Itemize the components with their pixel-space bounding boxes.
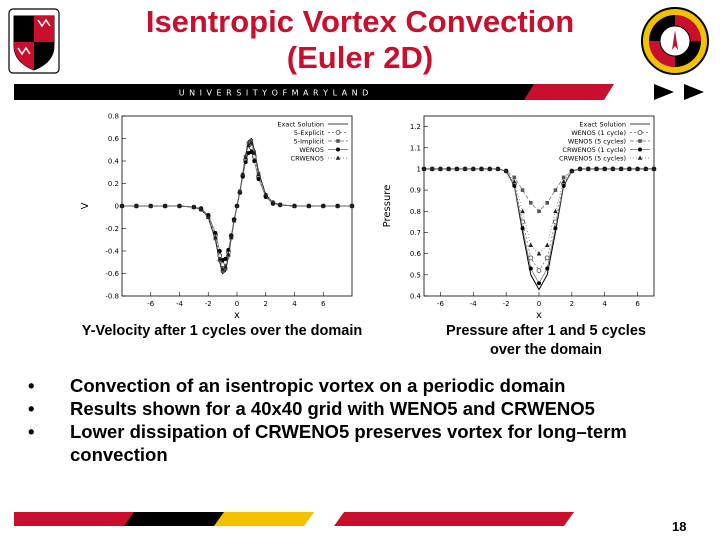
y-tick-label: -0.6: [105, 270, 119, 278]
data-point: [554, 188, 558, 192]
y-tick-label: -0.4: [105, 247, 119, 256]
slide-title: [120, 4, 600, 76]
bullet-item: [28, 397, 708, 420]
data-point: [226, 248, 230, 252]
data-point: [336, 131, 340, 135]
data-point: [562, 176, 566, 180]
university-seal-icon: [8, 8, 60, 74]
y-tick-label: 0.2: [107, 180, 119, 188]
y-tick-label: 0.6: [409, 250, 421, 259]
data-point: [252, 159, 256, 163]
page-number: 18: [672, 519, 687, 534]
y-tick-label: 0.4: [409, 292, 421, 301]
caption-pressure-line-2: over the domain: [490, 342, 602, 358]
data-point: [545, 243, 550, 247]
legend-label: Exact Solution: [579, 120, 626, 129]
y-tick-label: -0.2: [105, 225, 119, 233]
y-tick-label: 0.6: [107, 135, 119, 143]
bullet-text: Lower dissipation of CRWENO5 preserves vortex for long–term convection: [70, 421, 627, 465]
x-tick-label: 6: [635, 300, 640, 308]
x-axis-label: x: [234, 310, 240, 320]
bullet-marker: •: [28, 421, 35, 442]
y-tick-label: 0.9: [409, 186, 421, 195]
legend-label: CRWENO5: [290, 154, 324, 163]
caption-y-velocity: Y-Velocity after 1 cycles over the domain: [81, 323, 363, 339]
legend-label: 5-Implicit: [293, 137, 324, 146]
x-tick-label: 0: [234, 300, 240, 308]
y-tick-label: 0.8: [409, 207, 421, 216]
x-tick-label: 4: [292, 300, 297, 308]
y-tick-label: 0: [114, 202, 119, 211]
data-point: [638, 148, 642, 152]
title-line-1: Isentropic Vortex Convection: [145, 4, 575, 39]
legend-label: WENO5: [299, 146, 324, 154]
y-tick-label: -0.8: [105, 292, 119, 301]
data-point: [553, 226, 557, 230]
data-point: [529, 201, 533, 205]
data-point: [638, 139, 642, 143]
x-tick-label: 0: [536, 300, 542, 308]
bullet-item: [28, 420, 708, 466]
y-axis-label: V: [80, 202, 91, 210]
x-tick-label: 6: [321, 300, 326, 308]
bullet-text: Results shown for a 40x40 grid with WENO5 and CRWENO5: [70, 398, 595, 419]
y-tick-label: 0.4: [107, 157, 119, 166]
data-point: [244, 160, 248, 164]
x-tick-label: -4: [469, 300, 477, 308]
data-point: [336, 148, 340, 152]
data-point: [336, 139, 340, 143]
x-tick-label: 2: [263, 300, 268, 308]
data-point: [521, 188, 525, 192]
series-line: [424, 169, 654, 211]
legend-label: CRWENO5 (5 cycles): [559, 154, 626, 163]
data-point: [529, 266, 533, 270]
y-tick-label: 0.7: [409, 228, 421, 237]
series-1: [422, 167, 656, 273]
data-point: [336, 156, 341, 160]
legend-label: WENO5 (5 cycles): [567, 137, 626, 146]
data-point: [537, 209, 541, 213]
data-point: [513, 176, 517, 180]
computational-center-seal-icon: [640, 6, 710, 76]
y-velocity-chart: [72, 110, 362, 320]
y-tick-label: 1.1: [409, 144, 421, 153]
x-tick-label: -2: [204, 300, 212, 308]
bullet-marker: •: [28, 375, 35, 396]
data-point: [537, 269, 541, 273]
bullet-text: Convection of an isentropic vortex on a periodic domain: [70, 375, 566, 396]
series-2: [422, 167, 656, 213]
data-point: [521, 226, 525, 230]
x-tick-label: 2: [569, 300, 575, 308]
bullet-item: [28, 374, 708, 397]
legend-label: 5-Explicit: [293, 129, 324, 137]
data-point: [520, 209, 525, 213]
caption-pressure: [414, 322, 678, 360]
x-tick-label: -4: [176, 300, 183, 308]
y-tick-label: 0.8: [107, 112, 119, 121]
series-line: [424, 169, 654, 283]
y-axis-label: Pressure: [382, 184, 393, 228]
data-point: [512, 184, 516, 188]
banner-text: U N I V E R S I T Y O F M A R Y L A N D: [178, 88, 370, 98]
data-point: [545, 266, 549, 270]
data-point: [537, 251, 542, 255]
x-tick-label: 4: [602, 300, 607, 308]
data-point: [553, 209, 558, 213]
pressure-chart: [374, 110, 664, 320]
legend-label: CRWENO5 (1 cycle): [562, 146, 626, 154]
x-tick-label: -6: [436, 300, 444, 308]
data-point: [224, 257, 228, 261]
legend-label: Exact Solution: [277, 120, 324, 129]
y-tick-label: 1: [416, 165, 421, 174]
bullet-marker: •: [28, 398, 35, 419]
series-3: [422, 167, 656, 285]
caption-pressure-line-1: Pressure after 1 and 5 cycles: [446, 323, 646, 339]
bullet-list: [28, 374, 708, 466]
y-tick-label: 0.5: [409, 271, 421, 280]
x-tick-label: -6: [147, 300, 155, 308]
data-point: [537, 281, 541, 285]
university-banner: [14, 84, 720, 100]
data-point: [545, 256, 549, 260]
x-tick-label: -2: [502, 300, 510, 308]
legend-label: WENO5 (1 cycle): [571, 129, 626, 137]
data-point: [638, 131, 642, 135]
data-point: [545, 201, 549, 205]
data-point: [529, 256, 533, 260]
x-axis-label: x: [536, 310, 542, 320]
y-tick-label: 1.2: [409, 123, 421, 132]
title-line-2: (Euler 2D): [286, 40, 434, 75]
data-point: [638, 156, 643, 160]
data-point: [528, 243, 533, 247]
footer-stripe: [14, 512, 720, 526]
